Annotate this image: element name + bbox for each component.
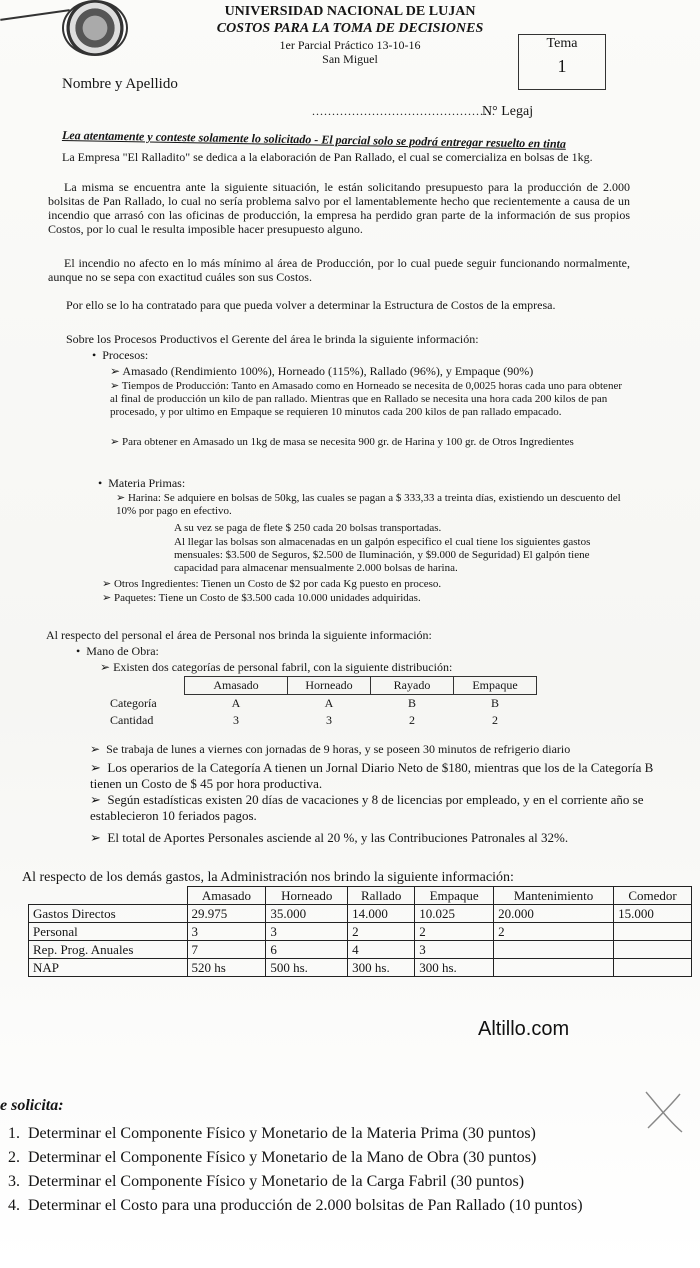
- paquetes-line: [102, 592, 622, 605]
- pen-mark: [0, 9, 70, 21]
- intro-para-2: La misma se encuentra ante la siguiente situación, le están solicitando presupuesto para la producción de 2.000 bolsitas de Pan Rallado, lo cual no sería problema salvo por el lamentablemente hecho que recientemente a causa de un incendio que arrasó con las oficinas de producción, la empresa ha perdido gran parte de la información de sus propios Costos, por lo cual le resulta imposible hacer presupuesto alguno.: [48, 180, 630, 237]
- note-4: [90, 830, 680, 846]
- bullet-dot: •: [92, 348, 103, 362]
- intro-para-4: Por ello se lo ha contratado para que pueda volver a determinar la Estructura de Costos de la empresa.: [66, 298, 556, 312]
- col-header: Mantenimiento: [494, 887, 614, 905]
- arrow-icon: ➢: [90, 792, 108, 807]
- materia-title-text: Materia Primas:: [108, 476, 186, 490]
- harina-line-3: Al llegar las bolsas son almacenadas en un galpón especifico el cual tiene los siguientes gastos mensuales: $3.500 de Seguros, $2.500 de Iluminación, y $9.000 de Seguridad) El galpón tiene capacidad para almacenar mensualmente 2.000 bolsas de harina.: [174, 536, 591, 575]
- col-header: Rayado: [371, 677, 454, 695]
- solicita-text-3: Determinar el Componente Físico y Monetario de la Carga Fabril (30 puntos): [28, 1173, 525, 1190]
- otros-text: Otros Ingredientes: Tienen un Costo de $2 por cada Kg puesto en proceso.: [113, 578, 442, 590]
- procesos-intro: Sobre los Procesos Productivos el Gerente del área le brinda la siguiente información:: [66, 332, 479, 346]
- table-cell: 6: [266, 941, 348, 959]
- table-cell: 3: [415, 941, 494, 959]
- row-label: Personal: [29, 923, 188, 941]
- university-name: UNIVERSIDAD NACIONAL DE LUJAN: [224, 4, 476, 19]
- procesos-title-text: Procesos:: [102, 348, 149, 362]
- tema-label: Tema: [546, 36, 578, 51]
- table-cell: 2: [494, 923, 614, 941]
- table-cell: 3: [326, 713, 332, 727]
- note-4-text: El total de Aportes Personales asciende al 20 %, y las Contribuciones Patronales al 32%.: [107, 830, 569, 845]
- table-cell: 2: [492, 713, 498, 727]
- solicita-item-2: [8, 1148, 668, 1169]
- header-block: [160, 4, 540, 66]
- handwritten-x-mark: [640, 1088, 688, 1136]
- materia-title: [98, 476, 185, 490]
- solicita-text-4: Determinar el Costo para una producción de 2.000 bolsitas de Pan Rallado (10 puntos): [28, 1197, 583, 1214]
- table-cell: 7: [187, 941, 266, 959]
- table-cell: [614, 923, 692, 941]
- procesos-item-1: [110, 364, 630, 378]
- table-corner: [29, 887, 188, 905]
- procesos-title: [92, 348, 148, 362]
- name-label: Nombre y Apellido: [62, 76, 178, 92]
- table-row: [29, 923, 692, 941]
- procesos-item-1-text: Amasado (Rendimiento 100%), Horneado (115%), Rallado (96%), y Empaque (90%): [122, 364, 534, 378]
- procesos-item-3: [110, 436, 630, 449]
- table-cell: B: [490, 696, 499, 710]
- dist-line: [100, 660, 660, 674]
- dist-text: Existen dos categorías de personal fabril, con la siguiente distribución:: [113, 660, 453, 674]
- arrow-icon: ➢: [90, 760, 108, 775]
- table-cell: 2: [348, 923, 415, 941]
- solicita-title: e solicita:: [0, 1097, 64, 1114]
- note-3: [90, 792, 680, 823]
- table-row: [104, 695, 537, 713]
- table-cell: 4: [348, 941, 415, 959]
- row-label: NAP: [29, 959, 188, 977]
- item-number: 1.: [8, 1125, 28, 1142]
- arrow-icon: ➢: [102, 578, 114, 590]
- table-corner: [104, 677, 185, 695]
- table-cell: A: [324, 696, 334, 710]
- table-cell: 14.000: [348, 905, 415, 923]
- note-1-text: Se trabaja de lunes a viernes con jornadas de 9 horas, y se poseen 30 minutos de refrigerio diario: [106, 742, 571, 756]
- arrow-icon: ➢: [110, 364, 123, 378]
- table-cell: 300 hs.: [415, 959, 494, 977]
- table-cell: 10.025: [415, 905, 494, 923]
- arrow-icon: ➢: [90, 830, 108, 845]
- otros-line: [102, 578, 622, 591]
- university-seal: [62, 0, 128, 56]
- mano-obra-title: [76, 644, 159, 658]
- intro-para-1: La Empresa "El Ralladito" se dedica a la elaboración de Pan Rallado, el cual se comercializa en bolsas de 1kg.: [62, 150, 593, 164]
- table-cell: 15.000: [614, 905, 692, 923]
- tema-number: 1: [557, 55, 567, 76]
- procesos-item-2-text: Tiempos de Producción: Tanto en Amasado como en Horneado se necesita de 0,0025 horas cada uno para obtener al final de producción un kilo de pan rallado. Mientras que en Rallado se necesita una hora cada 200 kilos de pan procesado, y por ultimo en Empaque se requieren 10 minutos cada 200 kilos de pan rallado empacado.: [110, 380, 622, 419]
- arrow-icon: ➢: [110, 380, 122, 392]
- table-cell: 500 hs.: [266, 959, 348, 977]
- table-cell: 29.975: [187, 905, 266, 923]
- row-label: Gastos Directos: [29, 905, 188, 923]
- table-cell: A: [231, 696, 241, 710]
- table-row: [29, 905, 692, 923]
- table-row: [104, 712, 537, 729]
- table-cell: 520 hs: [187, 959, 266, 977]
- personal-table: [104, 676, 537, 729]
- table-row: [29, 959, 692, 977]
- table-cell: [614, 959, 692, 977]
- row-label: Cantidad: [110, 713, 154, 727]
- bullet-dot: •: [98, 476, 109, 490]
- arrow-icon: ➢: [102, 592, 114, 604]
- table-cell: [614, 941, 692, 959]
- procesos-item-2: [110, 380, 630, 420]
- col-header: Empaque: [454, 677, 537, 695]
- table-cell: 3: [233, 713, 239, 727]
- col-header: Amasado: [185, 677, 288, 695]
- solicita-item-3: [8, 1172, 668, 1193]
- table-cell: 3: [266, 923, 348, 941]
- note-1: [90, 742, 680, 756]
- note-2-text: Los operarios de la Categoría A tienen un Jornal Diario Neto de $180, mientras que los de la Categoría B tienen un Costo de $ 45 por hora productiva.: [90, 760, 654, 791]
- harina-text-1: Harina: Se adquiere en bolsas de 50kg, las cuales se pagan a $ 333,33 a treinta días, existiendo un descuento del 10% por pago en efectivo.: [116, 492, 621, 518]
- col-header: Rallado: [348, 887, 415, 905]
- campus: San Miguel: [322, 51, 378, 66]
- solicita-item-4: [8, 1196, 698, 1217]
- paquetes-text: Paquetes: Tiene un Costo de $3.500 cada 10.000 unidades adquiridas.: [113, 592, 421, 604]
- watermark: Altillo.com: [478, 1018, 570, 1040]
- bullet-dot: •: [76, 644, 87, 658]
- table-cell: [494, 959, 614, 977]
- col-header: Empaque: [415, 887, 494, 905]
- gastos-table: [28, 886, 692, 977]
- gastos-intro: Al respecto de los demás gastos, la Administración nos brindo la siguiente información:: [22, 870, 514, 885]
- table-cell: 20.000: [494, 905, 614, 923]
- item-number: 2.: [8, 1149, 28, 1166]
- arrow-icon: ➢: [90, 742, 107, 756]
- exam-name: 1er Parcial Práctico 13-10-16: [279, 37, 421, 52]
- course-title: COSTOS PARA LA TOMA DE DECISIONES: [216, 20, 484, 36]
- intro-para-3: El incendio no afecto en lo más mínimo al área de Producción, por lo cual puede seguir funcionando normalmente, aunque no se sepa con exactitud cuáles son sus Costos.: [48, 256, 630, 285]
- table-cell: 2: [415, 923, 494, 941]
- note-2: [90, 760, 680, 791]
- tema-box: [518, 34, 606, 90]
- instructions: Lea atentamente y conteste solamente lo solicitado - El parcial solo se podrá entregar resuelto en tinta: [61, 128, 567, 151]
- item-number: 4.: [8, 1197, 28, 1214]
- note-3-text: Según estadísticas existen 20 días de vacaciones y 8 de licencias por empleado, y en el corriente año se establecieron 10 feriados pagos.: [90, 792, 644, 823]
- col-header: Amasado: [187, 887, 266, 905]
- table-cell: 35.000: [266, 905, 348, 923]
- arrow-icon: ➢: [110, 436, 122, 448]
- col-header: Horneado: [288, 677, 371, 695]
- col-header: Horneado: [266, 887, 348, 905]
- harina-line-2: A su vez se paga de flete $ 250 cada 20 bolsas transportadas.: [174, 522, 442, 534]
- solicita-item-1: [8, 1124, 668, 1145]
- arrow-icon: ➢: [116, 492, 128, 504]
- name-line: ..............................................: [312, 104, 496, 118]
- row-label: Rep. Prog. Anuales: [29, 941, 188, 959]
- personal-intro: Al respecto del personal el área de Personal nos brinda la siguiente información:: [46, 628, 432, 642]
- item-number: 3.: [8, 1173, 28, 1190]
- table-cell: 300 hs.: [348, 959, 415, 977]
- arrow-icon: ➢: [100, 660, 114, 674]
- harina-line-1: [116, 492, 632, 518]
- procesos-item-3-text: Para obtener en Amasado un 1kg de masa se necesita 900 gr. de Harina y 100 gr. de Otros Ingredientes: [121, 436, 574, 448]
- table-cell: [494, 941, 614, 959]
- table-row: [29, 941, 692, 959]
- legajo-label: N° Legaj: [482, 104, 534, 119]
- col-header: Comedor: [614, 887, 692, 905]
- table-cell: B: [407, 696, 416, 710]
- solicita-text-2: Determinar el Componente Físico y Monetario de la Mano de Obra (30 puntos): [28, 1149, 537, 1166]
- table-cell: 3: [187, 923, 266, 941]
- table-cell: 2: [409, 713, 415, 727]
- solicita-text-1: Determinar el Componente Físico y Monetario de la Materia Prima (30 puntos): [28, 1125, 536, 1142]
- mano-obra-title-text: Mano de Obra:: [86, 644, 159, 658]
- row-label: Categoría: [110, 695, 157, 710]
